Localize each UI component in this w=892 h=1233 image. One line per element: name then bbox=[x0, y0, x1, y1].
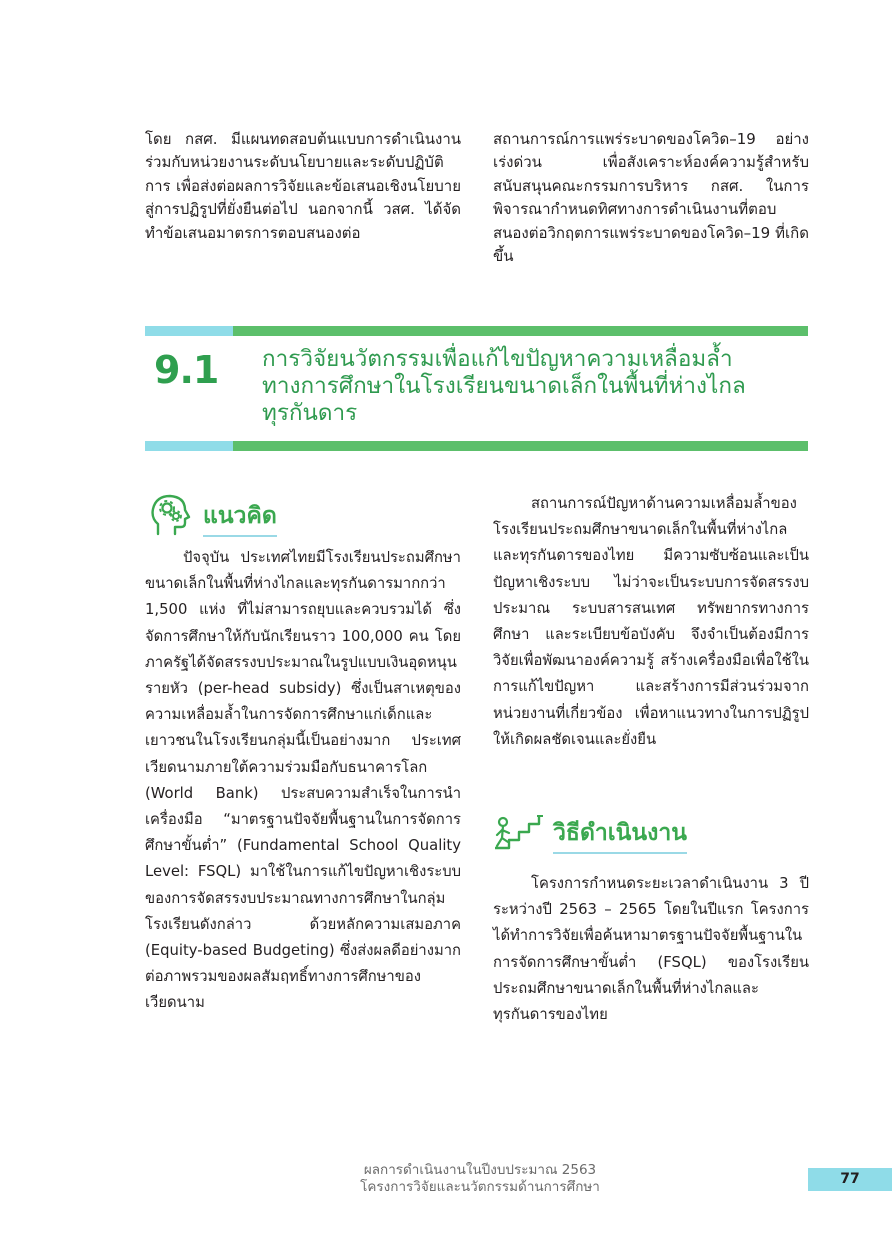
section-rule-top bbox=[145, 326, 808, 336]
concept-heading bbox=[145, 492, 277, 542]
footer-line-1: ผลการดำเนินงานในปีงบประมาณ 2563 bbox=[363, 1162, 597, 1178]
intro-right-text: สถานการณ์การแพร่ระบาดของโควิด–19 อย่างเร่งด่วน เพื่อสังเคราะห์องค์ความรู้สำหรับสนับสนุนคณะกรรมการบริหาร กสศ. ในการพิจารณากำหนดทิศทางการดำเนินงานที่ตอบสนองต่อวิกฤตการแพร่ระบาดของโควิด–19 ที่เกิดขึ้น bbox=[493, 130, 809, 266]
section-rule-bottom bbox=[145, 441, 808, 451]
section-number: 9.1 bbox=[154, 348, 219, 392]
page-footer bbox=[300, 1162, 660, 1196]
head-gears-icon bbox=[145, 492, 195, 542]
intro-right-column bbox=[493, 128, 809, 268]
method-paragraph: โครงการกำหนดระยะเวลาดำเนินงาน 3 ปี ระหว่างปี 2563 – 2565 โดยในปีแรก โครงการได้ทำการวิจัยเพื่อค้นหามาตรฐานปัจจัยพื้นฐานในการจัดการศึกษาขั้นต่ำ (FSQL) ของโรงเรียนประถมศึกษาขนาดเล็กในพื้นที่ห่างไกลและทุรกันดารของไทย bbox=[493, 875, 809, 1024]
intro-left-column bbox=[145, 128, 461, 245]
intro-left-text: โดย กสศ. มีแผนทดสอบต้นแบบการดำเนินงานร่วมกับหน่วยงานระดับนโยบายและระดับปฏิบัติการ เพื่อส่งต่อผลการวิจัยและข้อเสนอเชิงนโยบาย สู่การปฏิรูปที่ยั่งยืนต่อไป นอกจากนี้ วสศ. ได้จัดทำข้อเสนอมาตรการตอบสนองต่อ bbox=[145, 130, 461, 242]
page-number: 77 bbox=[808, 1168, 892, 1191]
method-heading-label: วิธีดำเนินงาน bbox=[553, 815, 687, 854]
concept-heading-label: แนวคิด bbox=[203, 498, 277, 537]
concept-paragraph: ปัจจุบัน ประเทศไทยมีโรงเรียนประถมศึกษาขนาดเล็กในพื้นที่ห่างไกลและทุรกันดารมากกว่า 1,500 แห่ง ที่ไม่สามารถยุบและควบรวมได้ ซึ่งจัดการศึกษาให้กับนักเรียนราว 100,000 คน โดยภาครัฐได้จัดสรรงบประมาณในรูปแบบเงินอุดหนุนรายหัว (per-head subsidy) ซึ่งเป็นสาเหตุของความเหลื่อมล้ำในการจัดการศึกษาแก่เด็กและเยาวชนในโรงเรียนกลุ่มนี้เป็นอย่างมาก ประเทศเวียดนามภายใต้ความร่วมมือกับธนาคารโลก (World Bank) ประสบความสำเร็จในการนำเครื่องมือ “มาตรฐานปัจจัยพื้นฐานในการจัดการศึกษาขั้นต่ำ” (Fundamental School Quality Level: FSQL) มาใช้ในการแก้ไขปัญหาเชิงระบบของการจัดสรรงบประมาณทางการศึกษาในกลุ่มโรงเรียนดังกล่าว ด้วยหลักความเสมอภาค (Equity-based Budgeting) ซึ่งส่งผลดีอย่างมากต่อภาพรวมของผลสัมฤทธิ์ทางการศึกษาของเวียดนาม bbox=[145, 549, 461, 1012]
method-column bbox=[493, 871, 809, 1028]
concept-left-column bbox=[145, 545, 461, 1017]
method-heading bbox=[493, 812, 687, 856]
concept-paragraph-right: สถานการณ์ปัญหาด้านความเหลื่อมล้ำของโรงเรียนประถมศึกษาขนาดเล็กในพื้นที่ห่างไกลและทุรกันดารของไทย มีความซับซ้อนและเป็นปัญหาเชิงระบบ ไม่ว่าจะเป็นระบบการจัดสรรงบประมาณ ระบบสารสนเทศ ทรัพยากรทางการศึกษา และระเบียบข้อบังคับ จึงจำเป็นต้องมีการวิจัยเพื่อพัฒนาองค์ความรู้ สร้างเครื่องมือเพื่อใช้ในการแก้ไขปัญหา และสร้างการมีส่วนร่วมจากหน่วยงานที่เกี่ยวข้อง เพื่อหาแนวทางในการปฏิรูปให้เกิดผลชัดเจนและยั่งยืน bbox=[493, 495, 809, 748]
concept-right-column bbox=[493, 491, 809, 753]
section-title: การวิจัยนวัตกรรมเพื่อแก้ไขปัญหาความเหลื่อมล้ำทางการศึกษาในโรงเรียนขนาดเล็กในพื้นที่ห่างไกลทุรกันดาร bbox=[262, 346, 746, 426]
climbing-stairs-icon bbox=[493, 812, 545, 856]
footer-line-2: โครงการวิจัยและนวัตกรรมด้านการศึกษา bbox=[360, 1179, 600, 1195]
